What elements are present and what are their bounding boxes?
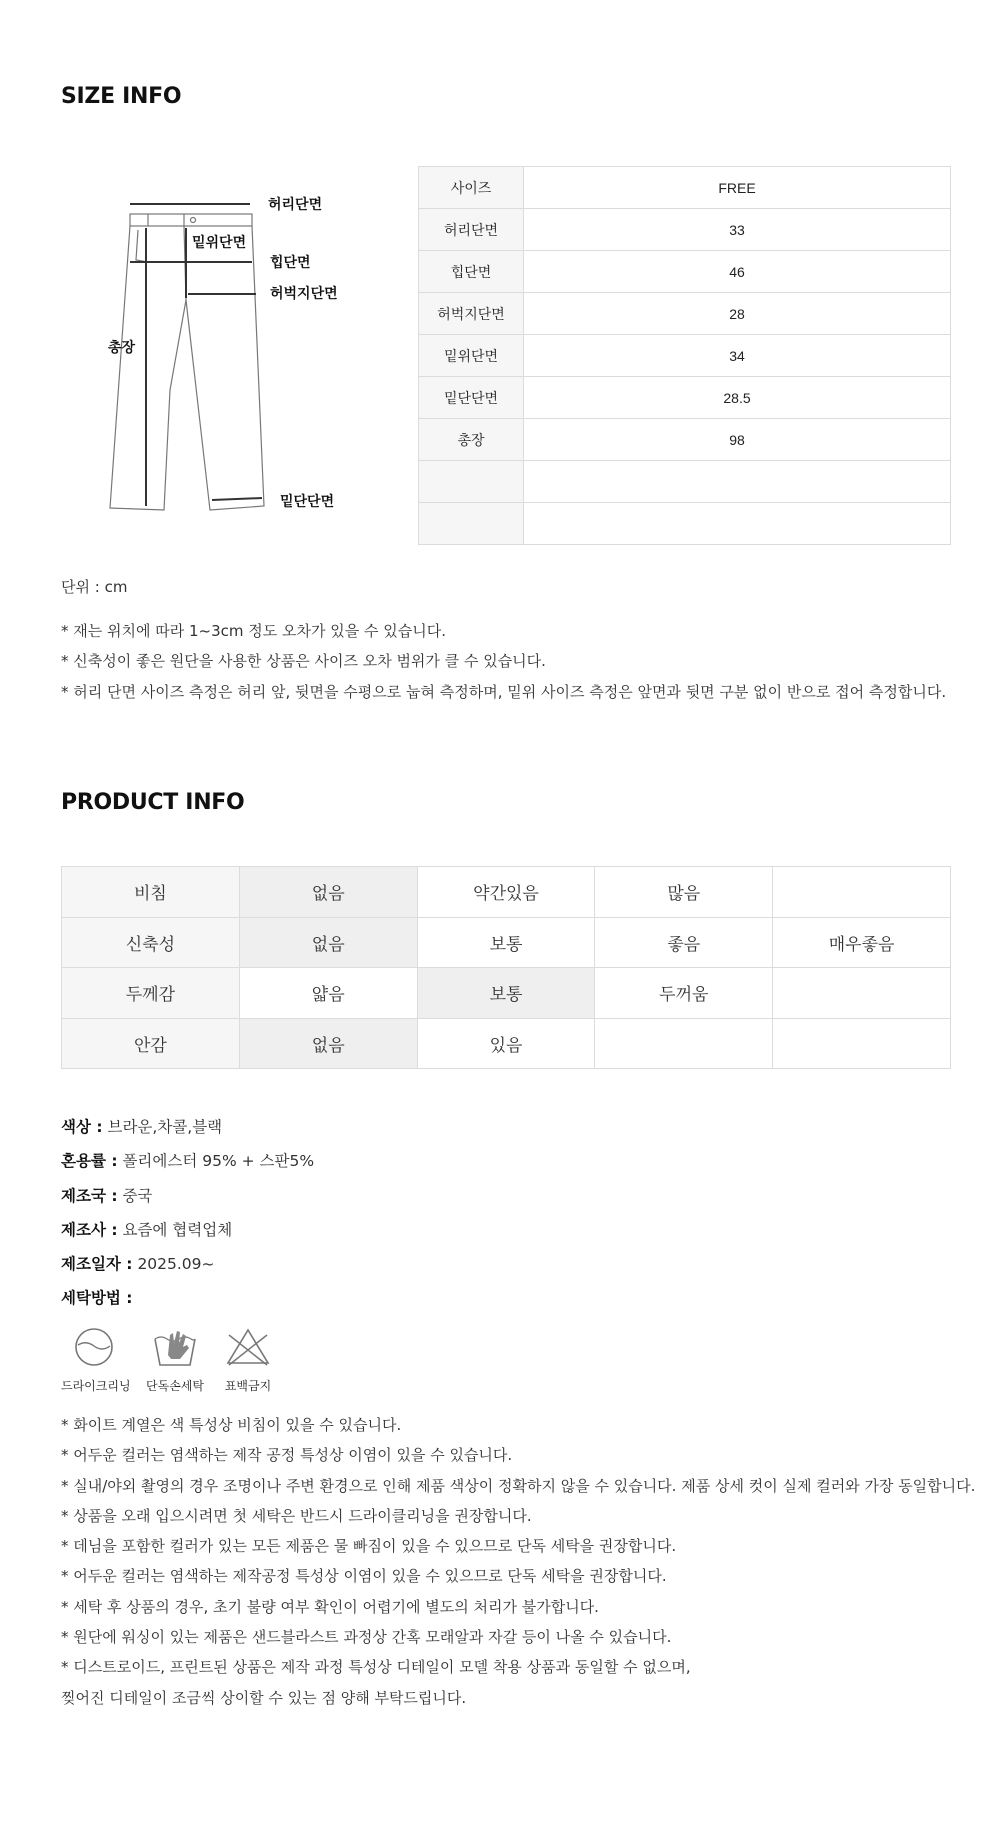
product-notes [61, 1410, 975, 1713]
product-info-title: PRODUCT INFO [61, 790, 245, 815]
size-row-value: 28 [524, 293, 951, 335]
table-row [419, 251, 951, 293]
label-hip: 힙단면 [270, 255, 311, 271]
wash-item-no-bleach [221, 1325, 275, 1394]
size-row-value: 46 [524, 251, 951, 293]
detail-key: 제조일자 : [61, 1255, 133, 1274]
wash-label: 드라이크리닝 [61, 1379, 131, 1393]
note-item: * 실내/야외 촬영의 경우 조명이나 주변 환경으로 인해 제품 색상이 정확하지 않을 수 있습니다. 제품 상세 컷이 실제 컬러와 가장 동일합니다. [61, 1476, 976, 1495]
option-cell: 매우좋음 [773, 917, 951, 968]
table-row [419, 419, 951, 461]
detail-material [61, 1144, 314, 1178]
detail-key: 제조사 : [61, 1220, 118, 1239]
size-header-value: FREE [524, 167, 951, 209]
detail-value: 브라운,차콜,블랙 [107, 1118, 223, 1136]
size-row-value: 98 [524, 419, 951, 461]
label-thigh: 허벅지단면 [270, 286, 338, 302]
no-bleach-icon [225, 1325, 271, 1369]
option-cell-selected: 보통 [417, 968, 595, 1019]
note-item: * 재는 위치에 따라 1~3cm 정도 오차가 있을 수 있습니다. [61, 622, 447, 640]
option-cell: 좋음 [595, 917, 773, 968]
note-item: * 상품을 오래 입으시려면 첫 세탁은 반드시 드라이클리닝을 권장합니다. [61, 1506, 532, 1525]
table-row [62, 1018, 951, 1069]
pants-measurement-diagram [100, 190, 360, 530]
option-cell: 약간있음 [417, 867, 595, 918]
note-item: * 어두운 컬러는 염색하는 제작 공정 특성상 이염이 있을 수 있습니다. [61, 1446, 513, 1465]
note-item: * 어두운 컬러는 염색하는 제작공정 특성상 이염이 있을 수 있으므로 단독 세탁을 권장합니다. [61, 1567, 667, 1586]
size-row-label: 허리단면 [419, 209, 524, 251]
size-info-title: SIZE INFO [61, 84, 182, 109]
label-length: 총장 [108, 340, 136, 356]
note-item: * 세탁 후 상품의 경우, 초기 불량 여부 확인이 어렵기에 별도의 처리가 불가합니다. [61, 1597, 599, 1616]
wash-label: 단독손세탁 [146, 1379, 204, 1393]
size-row-label: 허벅지단면 [419, 293, 524, 335]
label-rise: 밑위단면 [192, 235, 247, 251]
detail-value: 중국 [122, 1186, 153, 1205]
table-row [419, 503, 951, 545]
detail-date [61, 1247, 314, 1281]
size-row-label [419, 503, 524, 545]
wash-item-dry-clean [61, 1325, 131, 1394]
product-details [61, 1110, 314, 1316]
option-cell [773, 968, 951, 1019]
label-hem: 밑단단면 [280, 494, 335, 510]
product-info-table [61, 866, 951, 1069]
option-cell [595, 1018, 773, 1069]
table-row [419, 461, 951, 503]
size-row-label [419, 461, 524, 503]
option-cell-selected: 없음 [239, 867, 417, 918]
size-row-label: 총장 [419, 419, 524, 461]
note-item: * 허리 단면 사이즈 측정은 허리 앞, 뒷면을 수평으로 눕혀 측정하며, 밑위 사이즈 측정은 앞면과 뒷면 구분 없이 반으로 접어 측정합니다. [61, 682, 947, 701]
table-row [419, 377, 951, 419]
note-item: * 데님을 포함한 컬러가 있는 모든 제품은 물 빠짐이 있을 수 있으므로 단독 세탁을 권장합니다. [61, 1537, 677, 1556]
table-row [419, 335, 951, 377]
size-row-label: 밑단단면 [419, 377, 524, 419]
size-header-label: 사이즈 [419, 167, 524, 209]
attribute-label: 두께감 [62, 968, 240, 1019]
table-row [419, 209, 951, 251]
table-row [62, 917, 951, 968]
option-cell: 두꺼움 [595, 968, 773, 1019]
detail-value: 요즘에 협력업체 [122, 1220, 233, 1239]
option-cell: 얇음 [239, 968, 417, 1019]
detail-value: 폴리에스터 95% + 스판5% [122, 1152, 315, 1171]
dry-clean-icon [72, 1325, 116, 1369]
detail-key: 혼용률 : [61, 1152, 118, 1171]
size-row-value: 33 [524, 209, 951, 251]
detail-key: 색상 : [61, 1118, 103, 1136]
size-notes [61, 616, 946, 707]
note-item: * 원단에 워싱이 있는 제품은 샌드블라스트 과정상 간혹 모래알과 자갈 등이 나올 수 있습니다. [61, 1628, 672, 1647]
size-row-value [524, 503, 951, 545]
attribute-label: 신축성 [62, 917, 240, 968]
option-cell: 많음 [595, 867, 773, 918]
detail-manufacturer [61, 1213, 314, 1247]
size-table [418, 166, 951, 545]
detail-wash [61, 1281, 314, 1315]
hand-wash-icon [152, 1325, 198, 1369]
detail-key: 제조국 : [61, 1186, 118, 1205]
note-item: * 화이트 계열은 색 특성상 비침이 있을 수 있습니다. [61, 1416, 402, 1434]
wash-label: 표백금지 [224, 1379, 272, 1393]
option-cell [773, 1018, 951, 1069]
attribute-label: 안감 [62, 1018, 240, 1069]
size-row-value: 34 [524, 335, 951, 377]
detail-value: 2025.09~ [137, 1255, 215, 1274]
option-cell [773, 867, 951, 918]
note-item: * 신축성이 좋은 원단을 사용한 상품은 사이즈 오차 범위가 클 수 있습니다. [61, 652, 546, 671]
size-table-header [419, 167, 951, 209]
option-cell: 보통 [417, 917, 595, 968]
detail-country [61, 1179, 314, 1213]
size-row-value [524, 461, 951, 503]
table-row [62, 867, 951, 918]
option-cell: 있음 [417, 1018, 595, 1069]
attribute-label: 비침 [62, 867, 240, 918]
wash-item-hand-wash [145, 1325, 205, 1394]
note-item: * 디스트로이드, 프린트된 상품은 제작 과정 특성상 디테일이 모델 착용 상품과 동일할 수 없으며, [61, 1658, 691, 1677]
size-row-label: 밑위단면 [419, 335, 524, 377]
detail-color [61, 1110, 314, 1144]
option-cell-selected: 없음 [239, 917, 417, 968]
detail-key: 세탁방법 : [61, 1289, 133, 1308]
size-row-value: 28.5 [524, 377, 951, 419]
note-item: 찢어진 디테일이 조금씩 상이할 수 있는 점 양해 부탁드립니다. [61, 1688, 467, 1707]
size-row-label: 힙단면 [419, 251, 524, 293]
option-cell-selected: 없음 [239, 1018, 417, 1069]
table-row [419, 293, 951, 335]
label-waist: 허리단면 [268, 197, 323, 213]
table-row [62, 968, 951, 1019]
size-unit: 단위 : cm [61, 578, 128, 596]
